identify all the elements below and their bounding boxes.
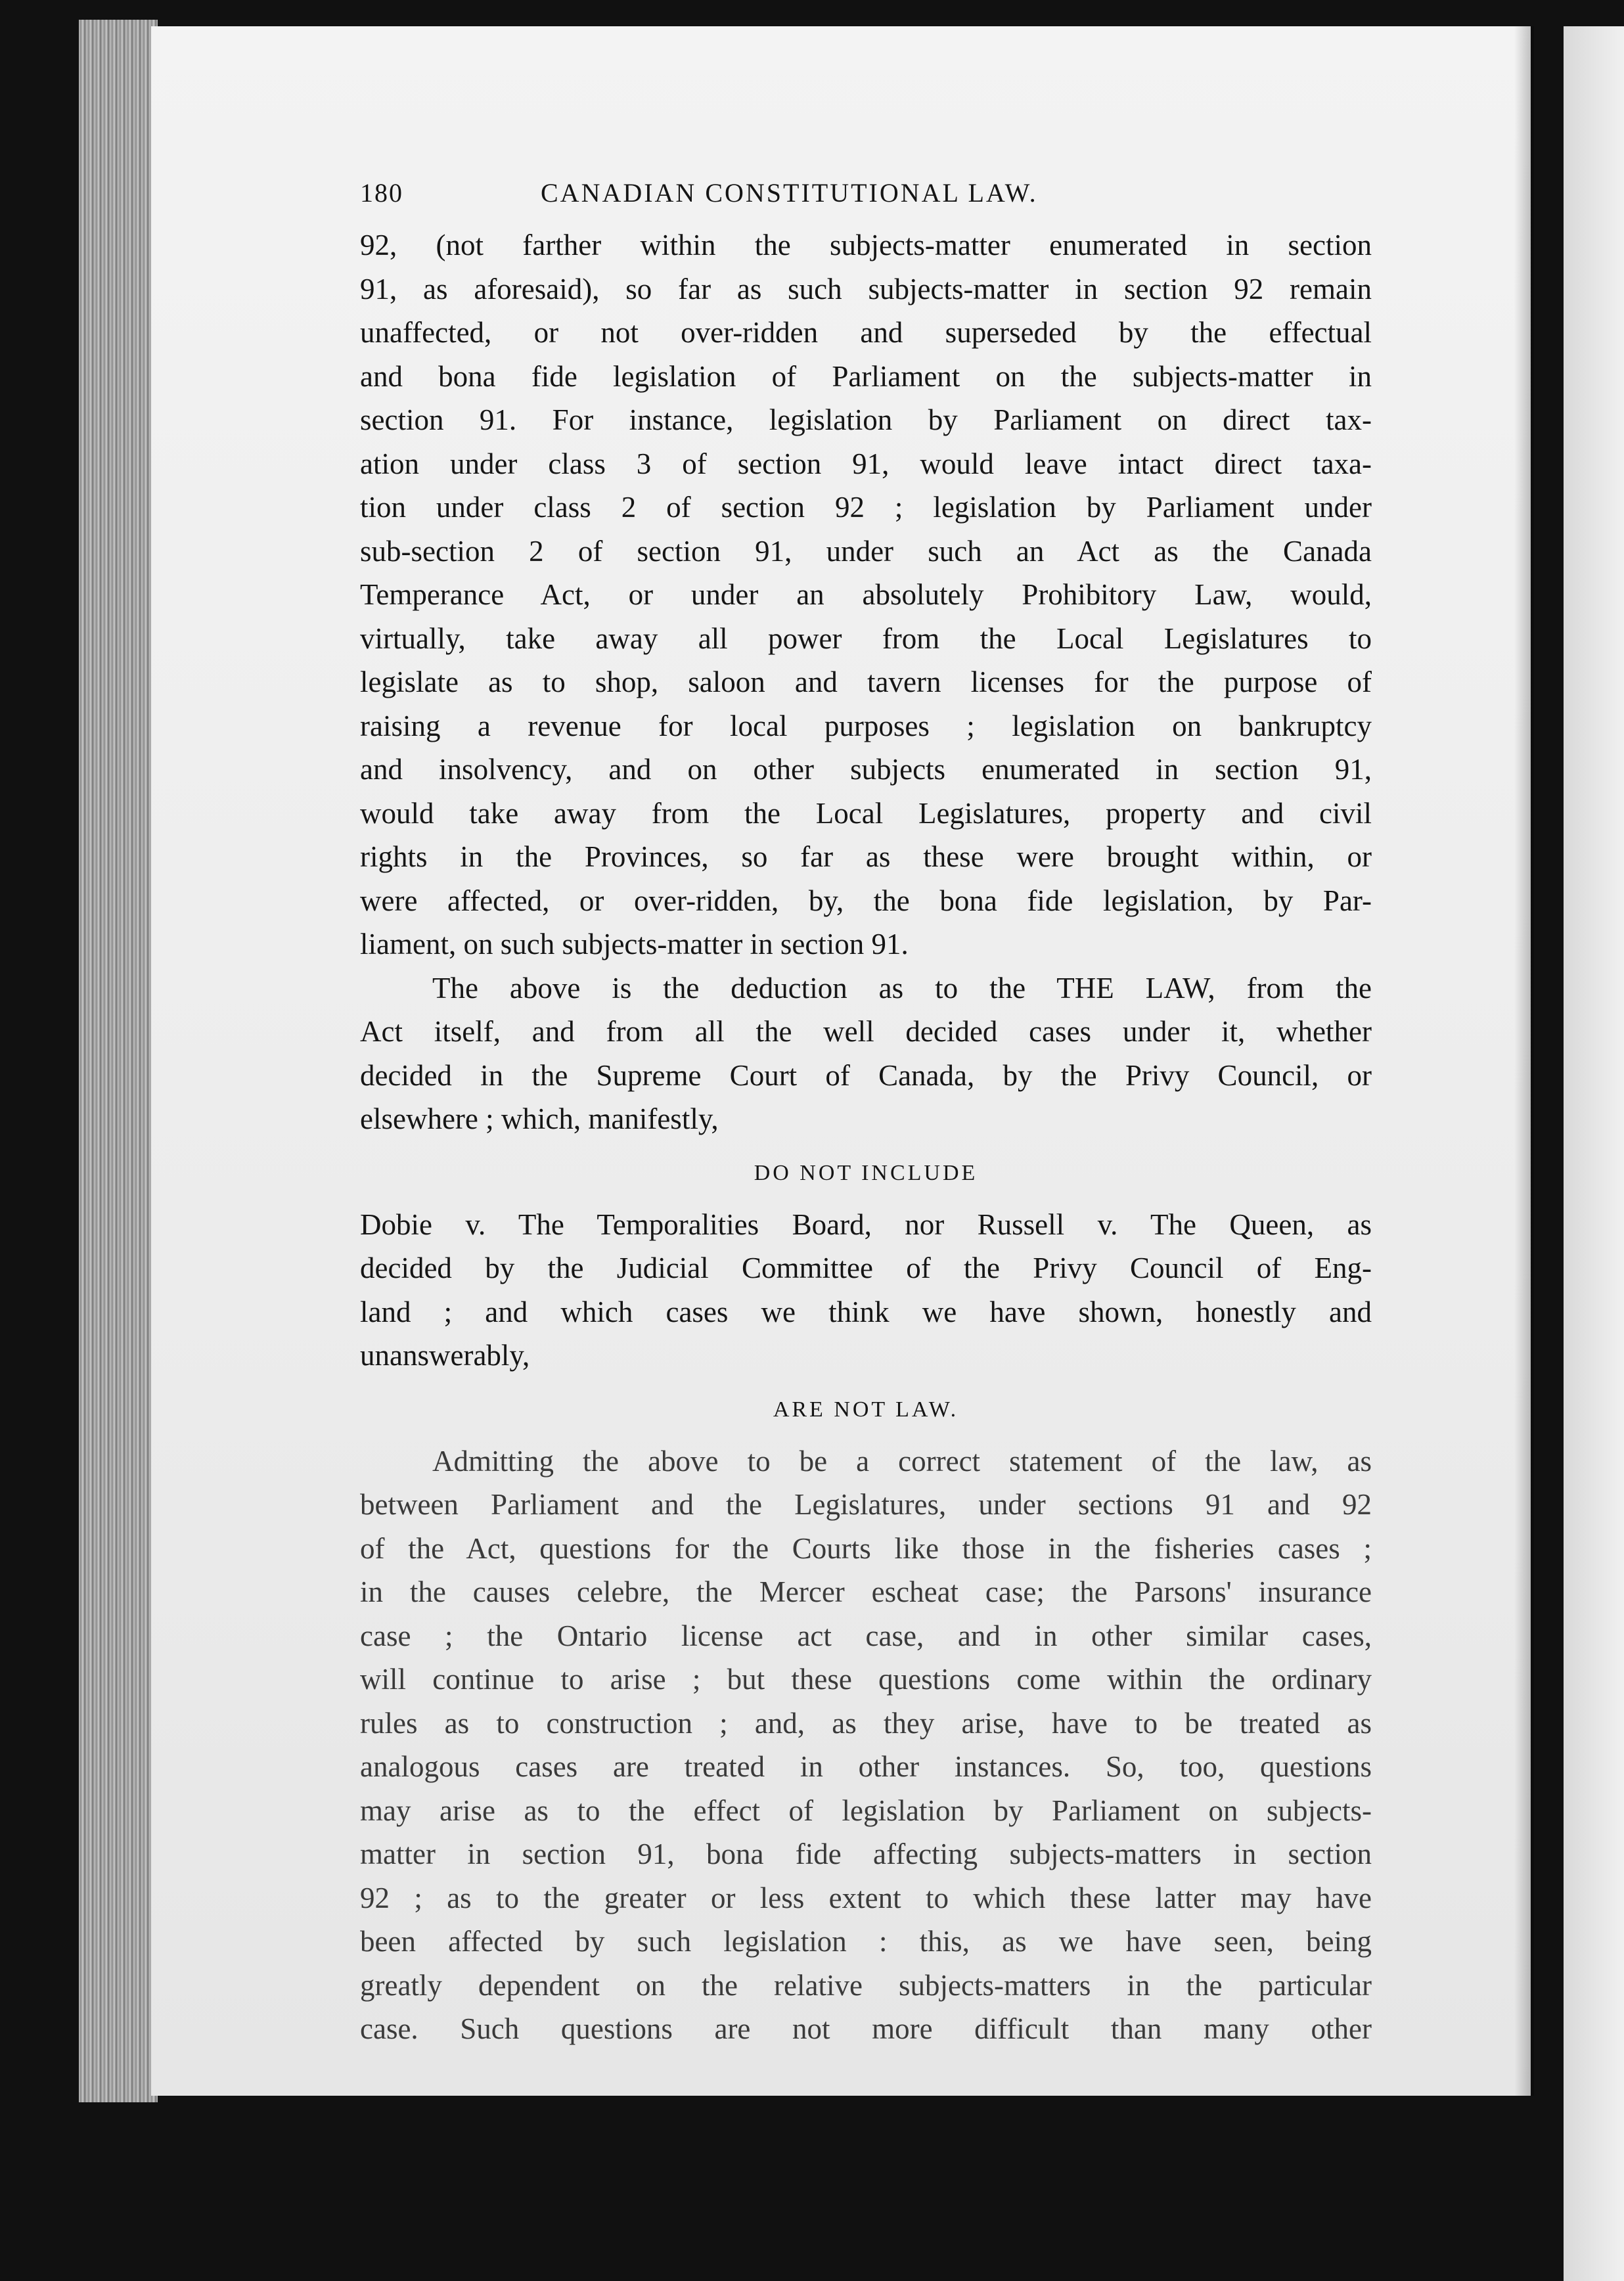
- section-heading-are-not-law: ARE NOT LAW.: [773, 1397, 959, 1422]
- gutter-shadow: [1514, 26, 1534, 2096]
- text-line: virtually, take away all power from the Local Legislatures to: [360, 621, 1372, 655]
- running-head: [360, 177, 1372, 223]
- text-line: Temperance Act, or under an absolutely Prohibitory Law, would,: [360, 578, 1372, 611]
- page-text-block: [360, 177, 1372, 2051]
- text-line: 92 ; as to the greater or less extent to which these latter may have: [360, 1881, 1372, 1914]
- text-line: tion under class 2 of section 92 ; legislation by Parliament under: [360, 491, 1372, 524]
- text-line: were affected, or over-ridden, by, the bona fide legislation, by Par-: [360, 884, 1372, 917]
- page-edges: [79, 20, 158, 2102]
- paragraph-1: [360, 223, 1372, 966]
- text-line: land ; and which cases we think we have shown, honestly and: [360, 1295, 1372, 1328]
- text-line: Dobie v. The Temporalities Board, nor Russell v. The Queen, as: [360, 1208, 1372, 1241]
- running-title: CANADIAN CONSTITUTIONAL LAW.: [541, 178, 1038, 208]
- text-line: legislate as to shop, saloon and tavern licenses for the purpose of: [360, 666, 1372, 698]
- text-line: and bona fide legislation of Parliament on the subjects-matter in: [360, 359, 1372, 393]
- text-line: case ; the Ontario license act case, and in other similar cases,: [360, 1619, 1372, 1652]
- text-line: would take away from the Local Legislatures, property and civil: [360, 796, 1372, 830]
- text-line: between Parliament and the Legislatures, under sections 91 and 92: [360, 1488, 1372, 1521]
- page-number: 180: [360, 178, 403, 208]
- text-line: unaffected, or not over-ridden and superseded by the effectual: [360, 316, 1372, 349]
- paragraph-4: [360, 1439, 1372, 2051]
- paragraph-2: [360, 966, 1372, 1141]
- text-line: analogous cases are treated in other instances. So, too, questions: [360, 1750, 1372, 1783]
- text-line: in the causes celebre, the Mercer escheat case; the Parsons' insurance: [360, 1575, 1372, 1608]
- text-line: Act itself, and from all the well decided cases under it, whether: [360, 1015, 1372, 1048]
- text-line: 91, as aforesaid), so far as such subjects-matter in section 92 remain: [360, 272, 1372, 305]
- text-line: liament, on such subjects-matter in section 91.: [360, 928, 909, 960]
- text-line: matter in section 91, bona fide affecting subjects-matters in section: [360, 1838, 1372, 1870]
- text-line: elsewhere ; which, manifestly,: [360, 1102, 719, 1135]
- text-line: unanswerably,: [360, 1339, 530, 1372]
- text-line: The above is the deduction as to the THE LAW, from the: [432, 971, 1372, 1005]
- text-line: sub-section 2 of section 91, under such an Act as the Canada: [360, 534, 1372, 568]
- text-line: decided in the Supreme Court of Canada, by the Privy Council, or: [360, 1058, 1372, 1092]
- text-line: greatly dependent on the relative subjects-matters in the particular: [360, 1968, 1372, 2002]
- text-line: Admitting the above to be a correct statement of the law, as: [432, 1444, 1372, 1478]
- text-line: rules as to construction ; and, as they arise, have to be treated as: [360, 1706, 1372, 1740]
- text-line: 92, (not farther within the subjects-matter enumerated in section: [360, 229, 1372, 261]
- text-line: been affected by such legislation : this, as we have seen, being: [360, 1925, 1372, 1958]
- text-line: section 91. For instance, legislation by Parliament on direct tax-: [360, 403, 1372, 436]
- facing-page-edge: [1564, 26, 1624, 2281]
- text-line: ation under class 3 of section 91, would leave intact direct taxa-: [360, 447, 1372, 480]
- text-line: raising a revenue for local purposes ; legislation on bankruptcy: [360, 709, 1372, 742]
- text-line: decided by the Judicial Committee of the Privy Council of Eng-: [360, 1252, 1372, 1284]
- paragraph-3: [360, 1203, 1372, 1378]
- text-line: may arise as to the effect of legislation by Parliament on subjects-: [360, 1794, 1372, 1827]
- text-line: case. Such questions are not more difficult than many other: [360, 2012, 1372, 2045]
- text-line: and insolvency, and on other subjects enumerated in section 91,: [360, 753, 1372, 786]
- text-line: will continue to arise ; but these questions come within the ordinary: [360, 1663, 1372, 1696]
- section-heading-do-not-include: DO NOT INCLUDE: [754, 1160, 978, 1185]
- text-line: rights in the Provinces, so far as these were brought within, or: [360, 840, 1372, 873]
- text-line: of the Act, questions for the Courts like those in the fisheries cases ;: [360, 1531, 1372, 1565]
